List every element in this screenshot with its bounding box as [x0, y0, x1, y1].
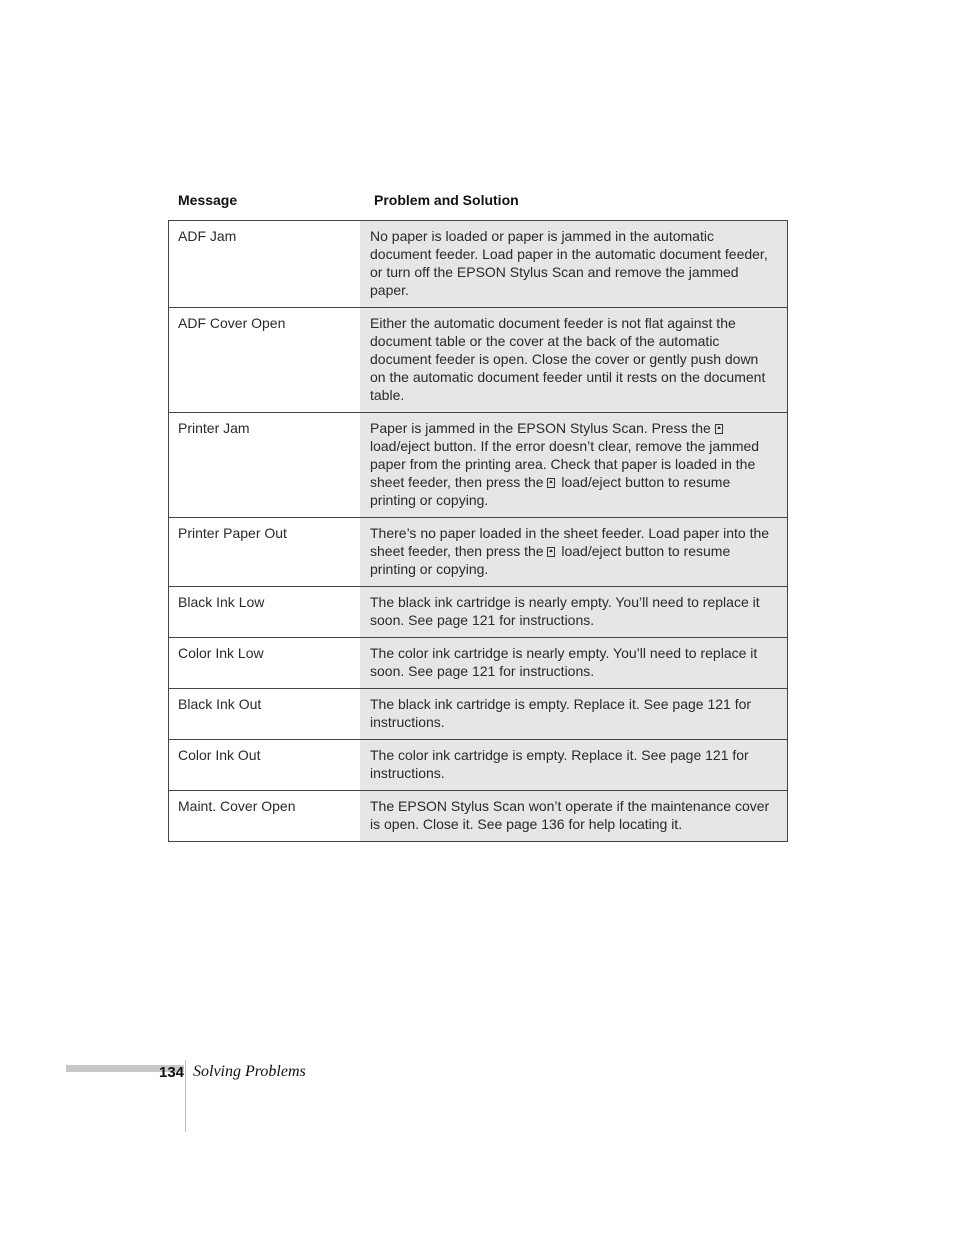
load-eject-icon	[547, 478, 555, 488]
solution-text: The color ink cartridge is nearly empty. You’ll need to replace it soon. See page 121 for instructions.	[370, 645, 758, 679]
table-row	[169, 638, 788, 689]
solution-text: Paper is jammed in the EPSON Stylus Scan. Press the	[370, 420, 715, 436]
solution-text: Either the automatic document feeder is not flat against the document table or the cover at the back of the automatic document feeder is open. Close the cover or gently push down on the automatic document feeder until it rests on the document table.	[370, 315, 766, 403]
solution-cell	[360, 689, 788, 740]
page-number: 134	[159, 1064, 185, 1081]
table-row	[169, 221, 788, 308]
message-cell: ADF Jam	[169, 221, 361, 308]
solution-text: The black ink cartridge is nearly empty. You’ll need to replace it soon. See page 121 for instructions.	[370, 594, 760, 628]
message-cell: Printer Paper Out	[169, 518, 361, 587]
table-row	[169, 518, 788, 587]
solution-cell	[360, 587, 788, 638]
table-row	[169, 689, 788, 740]
solution-cell	[360, 740, 788, 791]
footer-divider	[185, 1060, 186, 1132]
solution-cell	[360, 791, 788, 842]
message-cell: Printer Jam	[169, 413, 361, 518]
table-row	[169, 587, 788, 638]
table-row	[169, 791, 788, 842]
solution-text: load/eject button to resume printing or copying.	[370, 543, 731, 577]
column-header-solution: Problem and Solution	[374, 192, 519, 208]
message-cell: Color Ink Low	[169, 638, 361, 689]
error-message-table	[168, 220, 788, 842]
solution-text: load/eject button. If the error doesn’t clear, remove the jammed paper from the printing area. Check that paper is loaded in the sheet feeder, then press the	[370, 438, 760, 490]
solution-cell	[360, 221, 788, 308]
message-cell: Color Ink Out	[169, 740, 361, 791]
table-column-headers	[168, 192, 788, 212]
column-header-message: Message	[178, 192, 238, 208]
message-cell: Black Ink Low	[169, 587, 361, 638]
solution-cell	[360, 413, 788, 518]
table-row	[169, 740, 788, 791]
solution-text: The EPSON Stylus Scan won’t operate if the maintenance cover is open. Close it. See page 136 for help locating it.	[370, 798, 770, 832]
solution-text: No paper is loaded or paper is jammed in the automatic document feeder. Load paper in the automatic document feeder, or turn off the EPSON Stylus Scan and remove the jammed paper.	[370, 228, 768, 298]
load-eject-icon	[715, 424, 723, 434]
table-row	[169, 413, 788, 518]
message-cell: Black Ink Out	[169, 689, 361, 740]
solution-cell	[360, 638, 788, 689]
solution-cell	[360, 518, 788, 587]
message-cell: ADF Cover Open	[169, 308, 361, 413]
solution-text: The color ink cartridge is empty. Replace it. See page 121 for instructions.	[370, 747, 749, 781]
section-title: Solving Problems	[193, 1063, 306, 1080]
message-cell: Maint. Cover Open	[169, 791, 361, 842]
solution-text: There’s no paper loaded in the sheet feeder. Load paper into the sheet feeder, then press the	[370, 525, 770, 559]
load-eject-icon	[547, 547, 555, 557]
table-row	[169, 308, 788, 413]
solution-cell	[360, 308, 788, 413]
solution-text: The black ink cartridge is empty. Replace it. See page 121 for instructions.	[370, 696, 752, 730]
solution-text: load/eject button to resume printing or copying.	[370, 474, 731, 508]
